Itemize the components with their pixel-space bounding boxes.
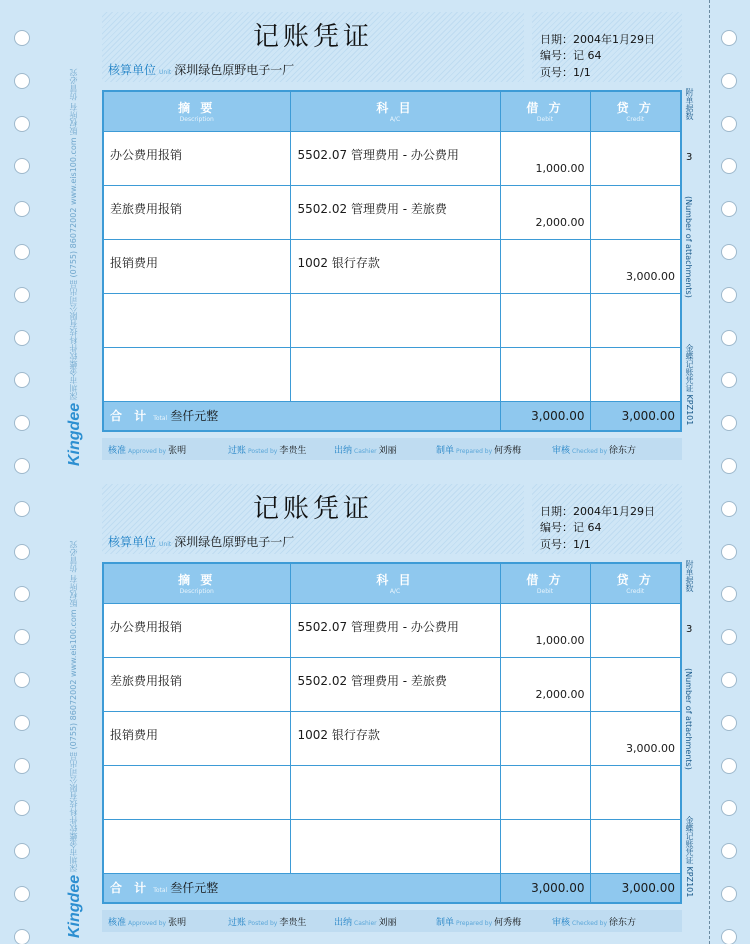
tractor-hole: [14, 800, 30, 816]
row-account: [290, 765, 500, 819]
row-debit: [500, 819, 590, 873]
tractor-hole: [14, 929, 30, 944]
tractor-hole: [14, 458, 30, 474]
table-row: [103, 347, 681, 401]
tractor-hole: [721, 330, 737, 346]
unit-row: [108, 61, 294, 78]
tractor-hole: [14, 886, 30, 902]
row-credit: [590, 131, 681, 185]
col-account: 科 目 A/C: [290, 563, 500, 603]
form-code: 金蝶记账凭证 KPZ101: [685, 816, 694, 898]
total-label-en: Total: [153, 887, 168, 895]
row-account: 1002 银行存款: [290, 711, 500, 765]
row-credit: [590, 603, 681, 657]
row-debit: [500, 239, 590, 293]
total-debit: 3,000.00: [500, 401, 590, 431]
voucher-number: 编号：记 64: [540, 49, 602, 62]
row-debit: 2,000.00: [500, 185, 590, 239]
tractor-hole: [14, 715, 30, 731]
signature-approved: 核准 Approved by 张明: [108, 446, 187, 456]
tractor-hole: [14, 501, 30, 517]
tractor-hole: [14, 330, 30, 346]
row-account: 5502.02 管理费用 - 差旅费: [290, 185, 500, 239]
unit-row: [108, 533, 294, 550]
tractor-hole: [721, 672, 737, 688]
tractor-hole: [14, 843, 30, 859]
row-description: [103, 347, 290, 401]
attachments-count: 3: [686, 152, 693, 163]
attachments-label-en: (Number of attachments): [684, 196, 693, 298]
attachments-count: 3: [686, 624, 693, 635]
tractor-hole: [721, 73, 737, 89]
tractor-hole: [721, 458, 737, 474]
attachment-strip: [684, 88, 698, 428]
row-account: 5502.07 管理费用 - 办公费用: [290, 603, 500, 657]
printer-note: 深圳市金蝶软件科技有限公司出品 (0755) 86072002 www.eis100.com 版权所有 仿冒必究: [69, 68, 78, 400]
perforation-line: [709, 0, 710, 944]
unit-label: 核算单位: [108, 535, 157, 549]
printer-note: 深圳市金蝶软件科技有限公司出品 (0755) 86072002 www.eis100.com 版权所有 仿冒必究: [69, 540, 78, 872]
row-credit: [590, 347, 681, 401]
total-label-en: Total: [153, 415, 168, 423]
row-description: [103, 293, 290, 347]
signature-checked: 审核 Checked by 徐东方: [552, 446, 637, 456]
table-row: [103, 765, 681, 819]
signature-prepared: 制单 Prepared by 何秀梅: [436, 446, 522, 456]
voucher-page: 页号：1/1: [540, 66, 591, 79]
total-label: 合 计: [110, 881, 151, 896]
tractor-hole: [14, 758, 30, 774]
tractor-hole: [14, 672, 30, 688]
row-credit: [590, 765, 681, 819]
total-row: [103, 873, 681, 903]
total-credit: 3,000.00: [590, 873, 681, 903]
tractor-hole: [721, 415, 737, 431]
attachments-label: 附单据数: [685, 88, 694, 120]
tractor-hole: [721, 886, 737, 902]
signature-row: [102, 910, 682, 932]
tractor-hole: [14, 372, 30, 388]
row-debit: [500, 765, 590, 819]
table-header-row: [103, 91, 681, 131]
tractor-hole: [721, 629, 737, 645]
col-credit: 贷 方 Credit: [590, 563, 681, 603]
left-tractor-holes: [12, 0, 32, 944]
row-account: [290, 293, 500, 347]
total-in-words: 叁仟元整: [170, 409, 219, 424]
form-code: 金蝶记账凭证 KPZ101: [685, 344, 694, 426]
row-debit: 2,000.00: [500, 657, 590, 711]
tractor-hole: [721, 201, 737, 217]
row-credit: 3,000.00: [590, 711, 681, 765]
row-description: [103, 765, 290, 819]
table-row: [103, 185, 681, 239]
total-label: 合 计: [110, 409, 151, 424]
total-row: [103, 401, 681, 431]
tractor-hole: [14, 73, 30, 89]
tractor-hole: [721, 715, 737, 731]
right-tractor-holes: [719, 0, 739, 944]
tractor-hole: [721, 30, 737, 46]
signature-posted: 过账 Posted by 李贵生: [228, 446, 307, 456]
row-description: 报销费用: [103, 239, 290, 293]
row-debit: [500, 293, 590, 347]
table-row: [103, 603, 681, 657]
signature-row: [102, 438, 682, 460]
tractor-hole: [721, 287, 737, 303]
tractor-hole: [721, 843, 737, 859]
row-credit: [590, 185, 681, 239]
voucher-page: 页号：1/1: [540, 538, 591, 551]
tractor-hole: [721, 758, 737, 774]
voucher-header: [102, 12, 682, 82]
col-description: 摘 要 Description: [103, 91, 290, 131]
tractor-hole: [14, 244, 30, 260]
row-debit: [500, 347, 590, 401]
tractor-hole: [721, 244, 737, 260]
tractor-hole: [721, 929, 737, 944]
signature-cashier: 出纳 Cashier 刘丽: [334, 918, 397, 928]
tractor-hole: [14, 201, 30, 217]
entries-table: [102, 90, 682, 432]
tractor-hole: [14, 629, 30, 645]
row-description: 报销费用: [103, 711, 290, 765]
row-credit: [590, 819, 681, 873]
voucher-number: 编号：记 64: [540, 521, 602, 534]
table-row: [103, 711, 681, 765]
voucher-title: 记账凭证: [252, 494, 373, 524]
col-debit: 借 方 Debit: [500, 563, 590, 603]
voucher-title: 记账凭证: [252, 22, 373, 52]
tractor-hole: [721, 158, 737, 174]
attachments-label: 附单据数: [685, 560, 694, 592]
total-in-words: 叁仟元整: [170, 881, 219, 896]
tractor-hole: [14, 116, 30, 132]
unit-label-en: Unit: [159, 541, 172, 548]
tractor-hole: [14, 30, 30, 46]
table-row: [103, 657, 681, 711]
unit-value: 深圳绿色原野电子一厂: [174, 63, 295, 77]
row-account: [290, 347, 500, 401]
tractor-hole: [721, 586, 737, 602]
row-debit: 1,000.00: [500, 131, 590, 185]
signature-checked: 审核 Checked by 徐东方: [552, 918, 637, 928]
table-row: [103, 131, 681, 185]
col-debit: 借 方 Debit: [500, 91, 590, 131]
signature-prepared: 制单 Prepared by 何秀梅: [436, 918, 522, 928]
row-description: 办公费用报销: [103, 131, 290, 185]
voucher-date: 日期：2004年1月29日: [540, 33, 655, 46]
col-description: 摘 要 Description: [103, 563, 290, 603]
unit-label: 核算单位: [108, 63, 157, 77]
row-credit: 3,000.00: [590, 239, 681, 293]
row-debit: 1,000.00: [500, 603, 590, 657]
attachments-label-en: (Number of attachments): [684, 668, 693, 770]
unit-label-en: Unit: [159, 69, 172, 76]
tractor-hole: [721, 372, 737, 388]
entries-table: [102, 562, 682, 904]
tractor-hole: [721, 116, 737, 132]
voucher-date: 日期：2004年1月29日: [540, 505, 655, 518]
table-row: [103, 819, 681, 873]
table-row: [103, 239, 681, 293]
brand-logo: Kingdee: [66, 402, 83, 466]
voucher-header: [102, 484, 682, 554]
signature-posted: 过账 Posted by 李贵生: [228, 918, 307, 928]
tractor-hole: [14, 544, 30, 560]
tractor-hole: [14, 415, 30, 431]
row-credit: [590, 657, 681, 711]
col-account: 科 目 A/C: [290, 91, 500, 131]
row-description: 办公费用报销: [103, 603, 290, 657]
row-description: [103, 819, 290, 873]
tractor-hole: [721, 800, 737, 816]
signature-approved: 核准 Approved by 张明: [108, 918, 187, 928]
row-description: 差旅费用报销: [103, 185, 290, 239]
tractor-hole: [721, 501, 737, 517]
total-credit: 3,000.00: [590, 401, 681, 431]
row-description: 差旅费用报销: [103, 657, 290, 711]
attachment-strip: [684, 560, 698, 900]
total-cell: [103, 401, 500, 431]
row-account: 5502.02 管理费用 - 差旅费: [290, 657, 500, 711]
row-account: [290, 819, 500, 873]
unit-value: 深圳绿色原野电子一厂: [174, 535, 295, 549]
tractor-hole: [14, 158, 30, 174]
table-row: [103, 293, 681, 347]
col-credit: 贷 方 Credit: [590, 91, 681, 131]
row-credit: [590, 293, 681, 347]
total-cell: [103, 873, 500, 903]
tractor-hole: [721, 544, 737, 560]
signature-cashier: 出纳 Cashier 刘丽: [334, 446, 397, 456]
tractor-hole: [14, 586, 30, 602]
brand-logo: Kingdee: [66, 874, 83, 938]
row-account: 1002 银行存款: [290, 239, 500, 293]
table-header-row: [103, 563, 681, 603]
row-debit: [500, 711, 590, 765]
total-debit: 3,000.00: [500, 873, 590, 903]
tractor-hole: [14, 287, 30, 303]
row-account: 5502.07 管理费用 - 办公费用: [290, 131, 500, 185]
